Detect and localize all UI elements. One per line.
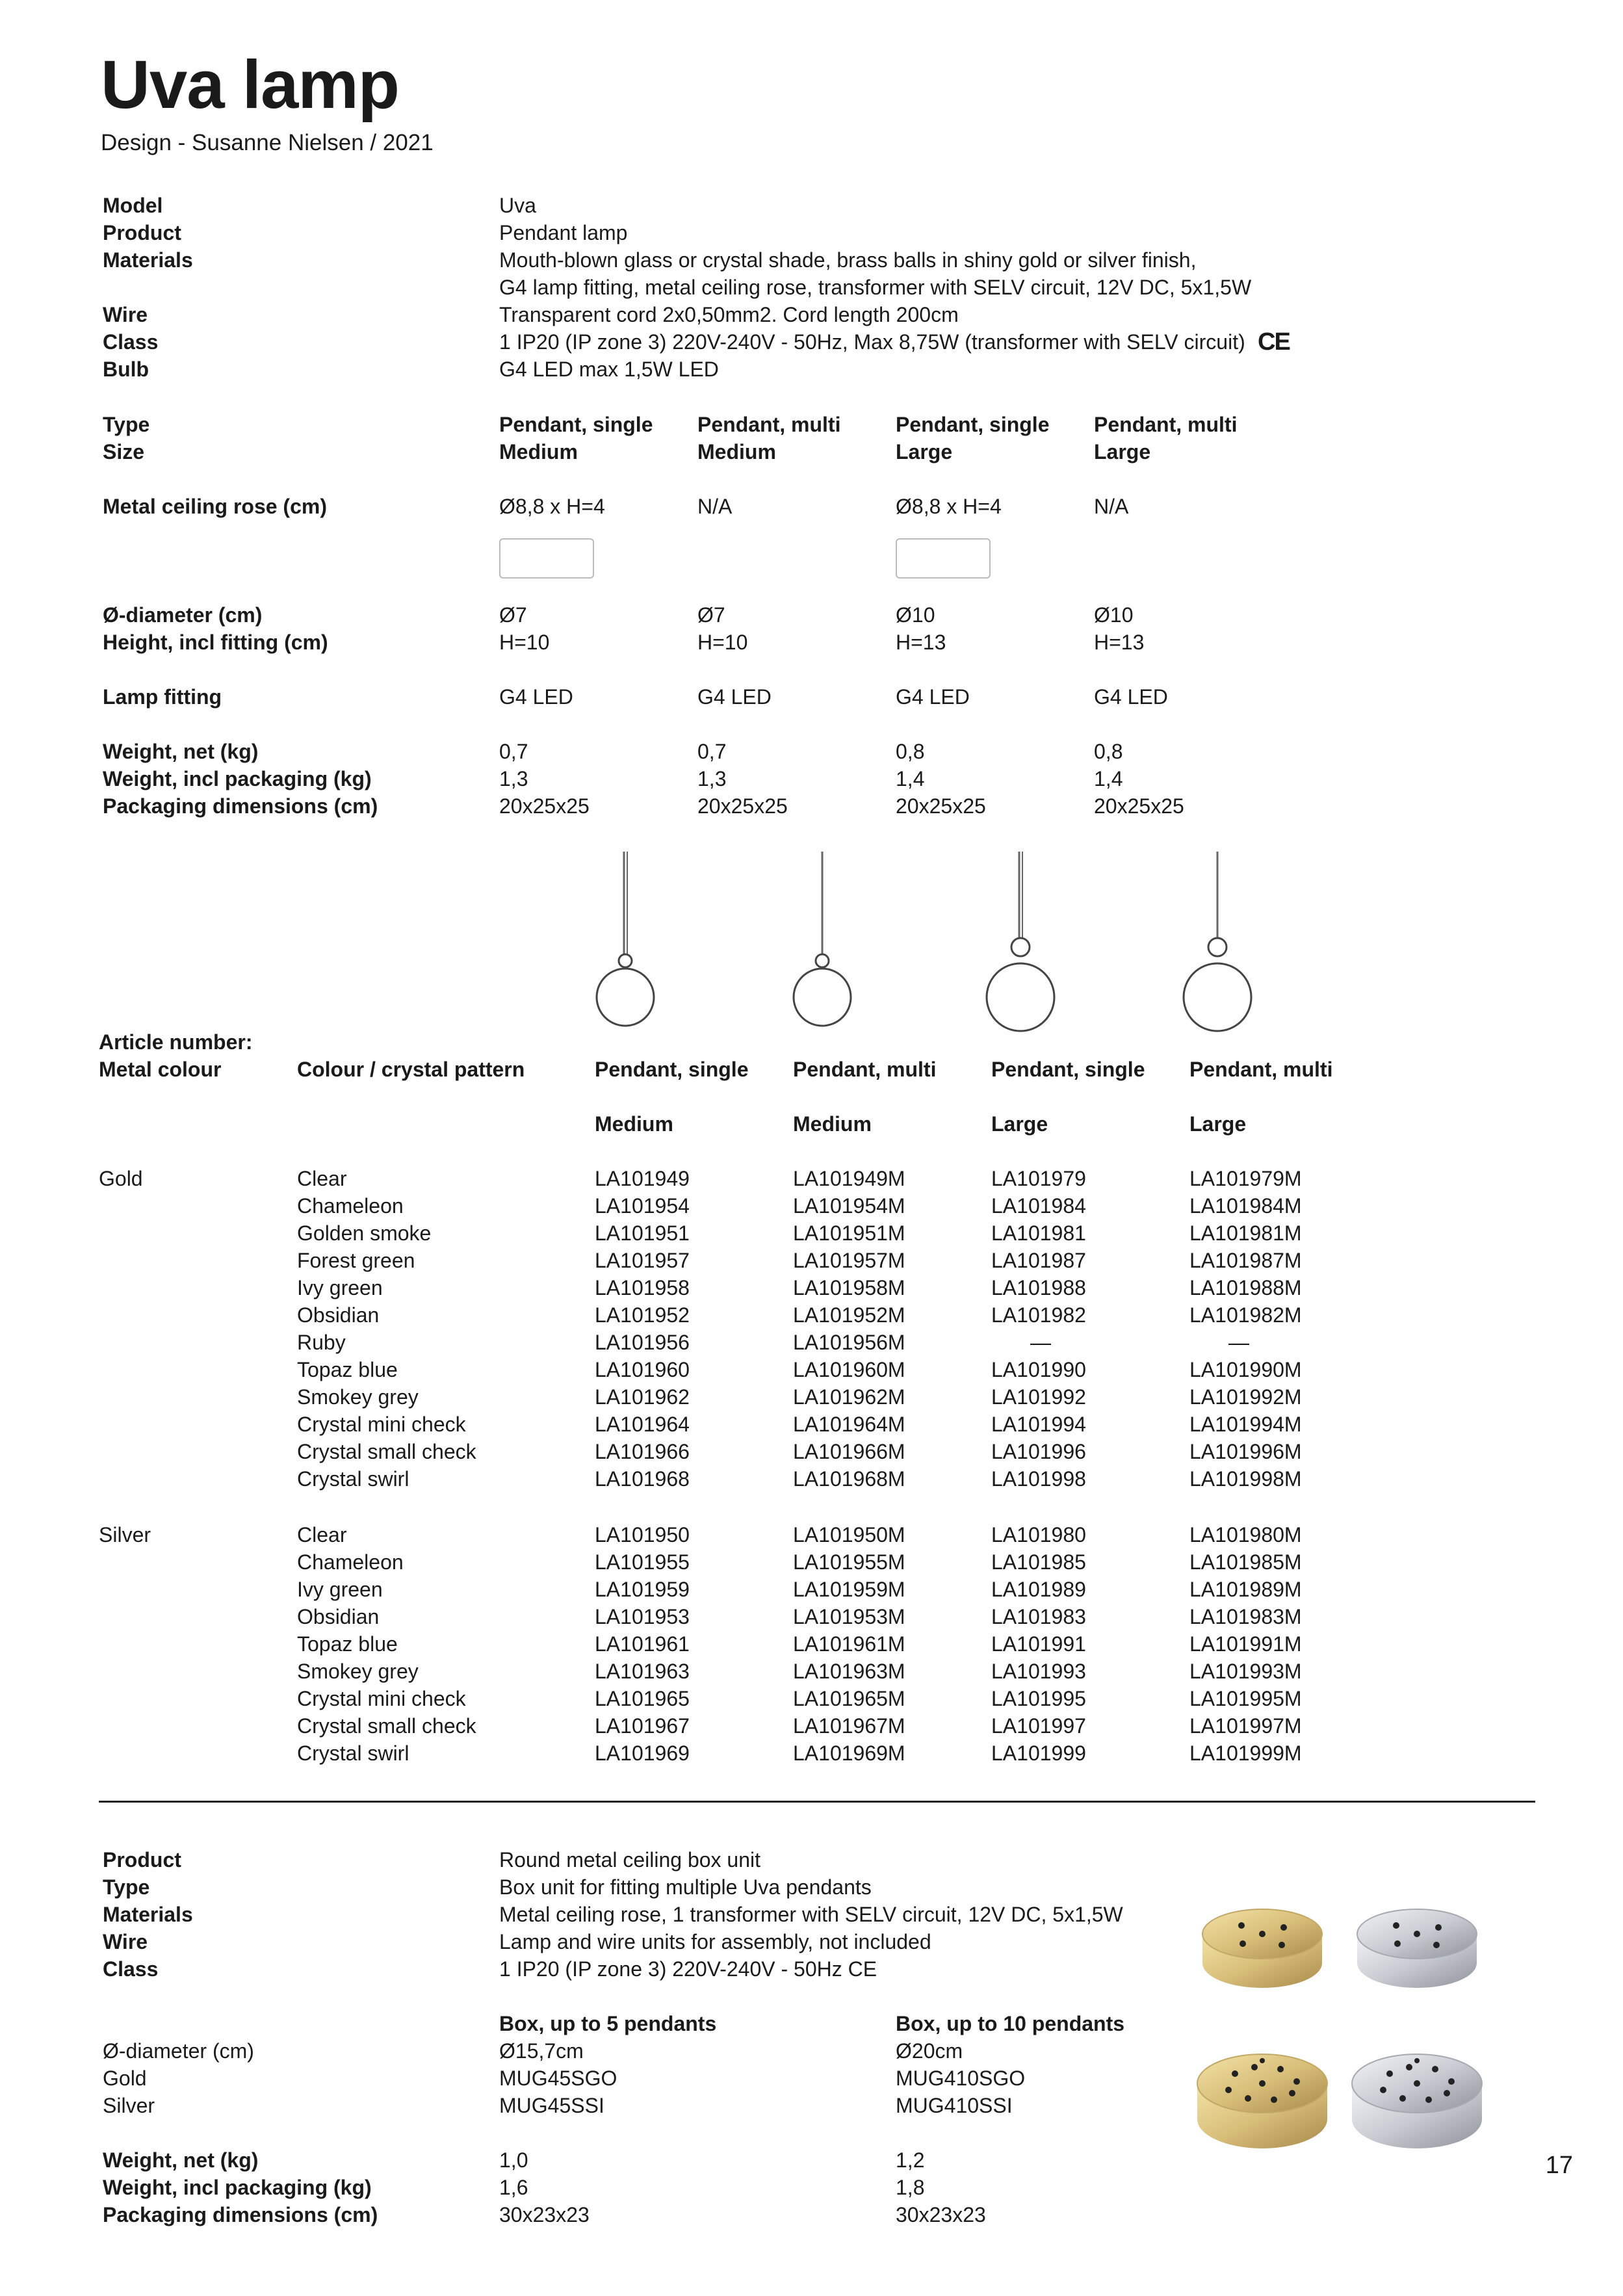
article-number: LA101958M — [793, 1276, 905, 1299]
variant-height: H=13 — [1094, 631, 1145, 654]
variant-size: Large — [896, 440, 953, 463]
article-number: LA101981M — [1189, 1221, 1302, 1245]
colour-name: Ivy green — [297, 1276, 383, 1299]
variant-fitting: G4 LED — [896, 685, 970, 709]
variant-fitting: G4 LED — [697, 685, 772, 709]
article-number: LA101981 — [991, 1221, 1086, 1245]
article-number: LA101999 — [991, 1742, 1086, 1765]
article-number: LA101995M — [1189, 1687, 1302, 1710]
colour-pattern-header: Colour / crystal pattern — [297, 1058, 525, 1081]
article-number: LA101969 — [595, 1742, 690, 1765]
box-spec-label: Type — [103, 1875, 150, 1899]
article-number: LA101964M — [793, 1413, 905, 1436]
variant-row-label: Weight, incl packaging (kg) — [103, 767, 372, 790]
article-number: — — [1030, 1331, 1051, 1354]
article-number: LA101988 — [991, 1276, 1086, 1299]
article-number: LA101955 — [595, 1550, 690, 1574]
article-number: LA101985 — [991, 1550, 1086, 1574]
variant-weight_pack: 1,3 — [697, 767, 727, 790]
colour-name: Obsidian — [297, 1303, 380, 1327]
variant-diameter: Ø10 — [896, 603, 935, 627]
article-number: LA101996 — [991, 1440, 1086, 1463]
box-weight-value: 1,6 — [499, 2176, 528, 2199]
variant-weight_net: 0,7 — [499, 740, 528, 763]
article-number: LA101968M — [793, 1467, 905, 1491]
lamp-icon-large-single — [987, 852, 1054, 1031]
silver-box-5-icon — [1357, 1909, 1477, 1988]
article-number: LA101990 — [991, 1358, 1086, 1381]
variant-row-label: Weight, net (kg) — [103, 740, 259, 763]
article-number: LA101969M — [793, 1742, 905, 1765]
spec-label: Bulb — [103, 358, 149, 381]
variant-weight_pack: 1,3 — [499, 767, 528, 790]
article-number: LA101993 — [991, 1660, 1086, 1683]
variant-row-label: Size — [103, 440, 145, 463]
article-number: LA101962 — [595, 1385, 690, 1409]
article-number: LA101959 — [595, 1578, 690, 1601]
page-number: 17 — [1545, 2152, 1573, 2179]
variant-row-label: Type — [103, 413, 150, 436]
colour-name: Topaz blue — [297, 1358, 398, 1381]
article-column-size: Large — [1189, 1112, 1247, 1136]
article-number: LA101992M — [1189, 1385, 1302, 1409]
article-number: LA101951M — [793, 1221, 905, 1245]
variant-rose: Ø8,8 x H=4 — [499, 495, 605, 518]
spec-label: Class — [103, 330, 159, 354]
gold-box-10-icon — [1197, 2054, 1327, 2148]
variant-type: Pendant, single — [499, 413, 653, 436]
variant-row-label: Lamp fitting — [103, 685, 222, 709]
article-number: LA101989M — [1189, 1578, 1302, 1601]
colour-name: Clear — [297, 1523, 347, 1546]
article-number: LA101983 — [991, 1605, 1086, 1628]
article-number: LA101963M — [793, 1660, 905, 1683]
ceiling-box-illustrations — [1189, 1898, 1495, 2184]
variant-diameter: Ø7 — [499, 603, 527, 627]
article-number: LA101951 — [595, 1221, 690, 1245]
variant-row-label: Metal ceiling rose (cm) — [103, 495, 327, 518]
colour-name: Clear — [297, 1167, 347, 1190]
article-number: LA101949M — [793, 1167, 905, 1190]
variant-rose: Ø8,8 x H=4 — [896, 495, 1002, 518]
box-spec-label: Wire — [103, 1930, 148, 1953]
gold-box-5-icon — [1202, 1909, 1322, 1988]
article-number: LA101984 — [991, 1194, 1086, 1218]
box-weight-label: Weight, incl packaging (kg) — [103, 2176, 372, 2199]
article-number: LA101985M — [1189, 1550, 1302, 1574]
variant-pack_dim: 20x25x25 — [499, 794, 590, 818]
article-number: LA101953 — [595, 1605, 690, 1628]
spec-value: Uva — [499, 194, 536, 217]
box-weight-value: 30x23x23 — [896, 2203, 986, 2226]
box-value: MUG45SSI — [499, 2094, 604, 2117]
variant-height: H=13 — [896, 631, 946, 654]
article-number: LA101987 — [991, 1249, 1086, 1272]
ceiling-rose-icon — [499, 538, 594, 579]
section-divider — [99, 1801, 1535, 1803]
article-number: LA101983M — [1189, 1605, 1302, 1628]
variant-diameter: Ø10 — [1094, 603, 1134, 627]
colour-name: Obsidian — [297, 1605, 380, 1628]
variant-weight_net: 0,7 — [697, 740, 727, 763]
box-column-header: Box, up to 5 pendants — [499, 2012, 717, 2035]
box-spec-label: Product — [103, 1848, 181, 1872]
variant-diameter: Ø7 — [697, 603, 725, 627]
colour-name: Crystal mini check — [297, 1687, 466, 1710]
article-number: LA101965 — [595, 1687, 690, 1710]
article-column-header: Pendant, single — [595, 1058, 749, 1081]
variant-type: Pendant, multi — [1094, 413, 1238, 436]
article-number: LA101950 — [595, 1523, 690, 1546]
article-column-size: Medium — [595, 1112, 673, 1136]
variant-weight_pack: 1,4 — [896, 767, 925, 790]
lamp-icon-medium-multi — [794, 852, 851, 1026]
box-value: MUG410SSI — [896, 2094, 1013, 2117]
article-number: LA101997M — [1189, 1714, 1302, 1738]
article-number: LA101964 — [595, 1413, 690, 1436]
box-value: Ø20cm — [896, 2039, 963, 2063]
variant-height: H=10 — [499, 631, 550, 654]
article-number: LA101993M — [1189, 1660, 1302, 1683]
article-number: LA101966M — [793, 1440, 905, 1463]
variant-rose: N/A — [697, 495, 733, 518]
spec-value: G4 LED max 1,5W LED — [499, 358, 719, 381]
article-column-size: Medium — [793, 1112, 872, 1136]
box-weight-value: 1,8 — [896, 2176, 925, 2199]
colour-name: Crystal swirl — [297, 1467, 409, 1491]
article-number: LA101998 — [991, 1467, 1086, 1491]
box-row-label: Gold — [103, 2067, 147, 2090]
article-number: LA101959M — [793, 1578, 905, 1601]
box-spec-value: Box unit for fitting multiple Uva pendants — [499, 1875, 872, 1899]
colour-name: Crystal mini check — [297, 1413, 466, 1436]
spec-value: Mouth-blown glass or crystal shade, brass balls in shiny gold or silver finish, — [499, 248, 1197, 272]
article-number: LA101956M — [793, 1331, 905, 1354]
article-number: LA101982 — [991, 1303, 1086, 1327]
article-number: LA101955M — [793, 1550, 905, 1574]
colour-name: Golden smoke — [297, 1221, 432, 1245]
article-number: LA101994 — [991, 1413, 1086, 1436]
article-number: LA101968 — [595, 1467, 690, 1491]
spec-label: Materials — [103, 248, 193, 272]
spec-label: Wire — [103, 303, 148, 326]
box-weight-label: Weight, net (kg) — [103, 2148, 259, 2172]
metal-colour-header: Metal colour — [99, 1058, 222, 1081]
ceiling-rose-icon — [896, 538, 991, 579]
article-number: LA101980M — [1189, 1523, 1302, 1546]
article-number: LA101953M — [793, 1605, 905, 1628]
spec-value: Pendant lamp — [499, 221, 628, 244]
variant-type: Pendant, single — [896, 413, 1050, 436]
variant-pack_dim: 20x25x25 — [1094, 794, 1184, 818]
article-number: LA101961 — [595, 1632, 690, 1656]
colour-name: Smokey grey — [297, 1385, 419, 1409]
article-column-header: Pendant, single — [991, 1058, 1145, 1081]
article-number: LA101995 — [991, 1687, 1086, 1710]
metal-colour-label: Silver — [99, 1523, 151, 1546]
variant-size: Large — [1094, 440, 1151, 463]
article-number: LA101984M — [1189, 1194, 1302, 1218]
variant-weight_net: 0,8 — [1094, 740, 1123, 763]
colour-name: Crystal swirl — [297, 1742, 409, 1765]
article-column-header: Pendant, multi — [793, 1058, 937, 1081]
variant-fitting: G4 LED — [499, 685, 573, 709]
box-value: Ø15,7cm — [499, 2039, 584, 2063]
article-number: LA101958 — [595, 1276, 690, 1299]
variant-weight_net: 0,8 — [896, 740, 925, 763]
colour-name: Topaz blue — [297, 1632, 398, 1656]
article-number: LA101994M — [1189, 1413, 1302, 1436]
box-spec-value: Metal ceiling rose, 1 transformer with SELV circuit, 12V DC, 5x1,5W — [499, 1903, 1123, 1926]
variant-height: H=10 — [697, 631, 748, 654]
article-number: LA101954 — [595, 1194, 690, 1218]
box-value: MUG410SGO — [896, 2067, 1026, 2090]
article-number: LA101991 — [991, 1632, 1086, 1656]
lamp-icon-large-multi — [1184, 852, 1251, 1031]
variant-rose: N/A — [1094, 495, 1129, 518]
page-title: Uva lamp — [101, 47, 399, 123]
designer-credit: Design - Susanne Nielsen / 2021 — [101, 130, 434, 155]
spec-label: Model — [103, 194, 163, 217]
article-column-header: Pendant, multi — [1189, 1058, 1333, 1081]
article-number: LA101967 — [595, 1714, 690, 1738]
article-number: LA101982M — [1189, 1303, 1302, 1327]
article-number: LA101960 — [595, 1358, 690, 1381]
box-weight-value: 1,2 — [896, 2148, 925, 2172]
article-number: LA101998M — [1189, 1467, 1302, 1491]
colour-name: Ivy green — [297, 1578, 383, 1601]
silver-box-10-icon — [1352, 2054, 1482, 2148]
variant-size: Medium — [697, 440, 776, 463]
article-number: LA101999M — [1189, 1742, 1302, 1765]
variant-pack_dim: 20x25x25 — [697, 794, 788, 818]
article-number: LA101979M — [1189, 1167, 1302, 1190]
spec-value: 1 IP20 (IP zone 3) 220V-240V - 50Hz, Max 8,75W (transformer with SELV circuit) — [499, 330, 1245, 354]
article-number: LA101950M — [793, 1523, 905, 1546]
box-row-label: Silver — [103, 2094, 155, 2117]
article-number: LA101980 — [991, 1523, 1086, 1546]
article-number: LA101962M — [793, 1385, 905, 1409]
box-weight-value: 1,0 — [499, 2148, 528, 2172]
article-header: Article number: — [99, 1030, 253, 1054]
article-column-size: Large — [991, 1112, 1048, 1136]
ce-mark-icon: CE — [1258, 328, 1290, 356]
article-number: LA101965M — [793, 1687, 905, 1710]
box-spec-label: Materials — [103, 1903, 193, 1926]
article-number: LA101961M — [793, 1632, 905, 1656]
colour-name: Ruby — [297, 1331, 346, 1354]
article-number: LA101954M — [793, 1194, 905, 1218]
article-number: LA101952 — [595, 1303, 690, 1327]
box-value: MUG45SGO — [499, 2067, 617, 2090]
article-number: LA101960M — [793, 1358, 905, 1381]
article-number: LA101997 — [991, 1714, 1086, 1738]
article-number: LA101949 — [595, 1167, 690, 1190]
article-number: LA101952M — [793, 1303, 905, 1327]
lamp-icon-medium-single — [597, 852, 654, 1026]
box-row-label: Ø-diameter (cm) — [103, 2039, 254, 2063]
article-number: LA101979 — [991, 1167, 1086, 1190]
metal-colour-label: Gold — [99, 1167, 143, 1190]
box-column-header: Box, up to 10 pendants — [896, 2012, 1125, 2035]
variant-row-label: Packaging dimensions (cm) — [103, 794, 378, 818]
article-number: LA101990M — [1189, 1358, 1302, 1381]
box-weight-label: Packaging dimensions (cm) — [103, 2203, 378, 2226]
spec-value: G4 lamp fitting, metal ceiling rose, transformer with SELV circuit, 12V DC, 5x1,5W — [499, 276, 1252, 299]
variant-row-label: Ø-diameter (cm) — [103, 603, 263, 627]
article-number: LA101987M — [1189, 1249, 1302, 1272]
variant-size: Medium — [499, 440, 578, 463]
colour-name: Smokey grey — [297, 1660, 419, 1683]
article-number: LA101967M — [793, 1714, 905, 1738]
box-spec-value: Round metal ceiling box unit — [499, 1848, 761, 1872]
article-number: LA101957M — [793, 1249, 905, 1272]
article-number: LA101956 — [595, 1331, 690, 1354]
article-number: LA101966 — [595, 1440, 690, 1463]
variant-pack_dim: 20x25x25 — [896, 794, 986, 818]
article-number: LA101988M — [1189, 1276, 1302, 1299]
article-number: LA101996M — [1189, 1440, 1302, 1463]
article-number: LA101992 — [991, 1385, 1086, 1409]
colour-name: Crystal small check — [297, 1440, 476, 1463]
spec-value: Transparent cord 2x0,50mm2. Cord length 200cm — [499, 303, 959, 326]
article-number: LA101991M — [1189, 1632, 1302, 1656]
variant-fitting: G4 LED — [1094, 685, 1168, 709]
variant-weight_pack: 1,4 — [1094, 767, 1123, 790]
colour-name: Chameleon — [297, 1550, 404, 1574]
lamp-illustrations — [572, 852, 1287, 1040]
article-number: LA101989 — [991, 1578, 1086, 1601]
box-spec-label: Class — [103, 1957, 159, 1981]
colour-name: Crystal small check — [297, 1714, 476, 1738]
box-weight-value: 30x23x23 — [499, 2203, 590, 2226]
box-spec-value: Lamp and wire units for assembly, not included — [499, 1930, 931, 1953]
article-number: LA101957 — [595, 1249, 690, 1272]
variant-type: Pendant, multi — [697, 413, 841, 436]
spec-label: Product — [103, 221, 181, 244]
article-number: LA101963 — [595, 1660, 690, 1683]
colour-name: Chameleon — [297, 1194, 404, 1218]
box-spec-value: 1 IP20 (IP zone 3) 220V-240V - 50Hz CE — [499, 1957, 877, 1981]
colour-name: Forest green — [297, 1249, 415, 1272]
variant-row-label: Height, incl fitting (cm) — [103, 631, 328, 654]
article-number: — — [1228, 1331, 1249, 1354]
